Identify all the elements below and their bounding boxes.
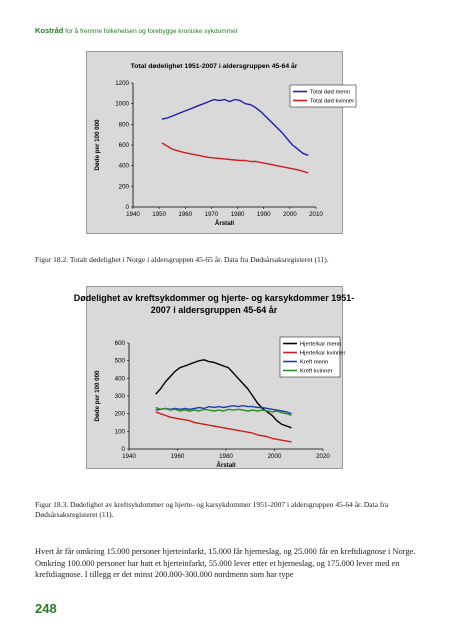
y-tick-label: 200: [118, 183, 129, 191]
figure-18-2-chart: [86, 51, 355, 234]
x-tick-label: 1960: [170, 453, 185, 460]
chart-legend: [290, 85, 356, 107]
y-tick-label: 800: [118, 121, 129, 129]
chart-title-line: 2007 i aldersgruppen 45-64 år: [150, 305, 278, 315]
x-tick-label: 2010: [309, 211, 323, 218]
y-tick-label: 600: [114, 340, 125, 347]
chart-legend: [280, 337, 345, 377]
x-tick-label: 1940: [126, 211, 140, 218]
legend-label-kreft-menn: Kreft menn: [300, 359, 329, 366]
x-tick-label: 2000: [282, 211, 297, 218]
running-header: [35, 26, 238, 35]
y-tick-label: 600: [118, 142, 129, 149]
series-line-total-d-d-kvinner: [162, 143, 308, 173]
x-tick-label: 1960: [178, 211, 193, 218]
header-subtitle: for å fremme folkehelsen og forebygge kroniske sykdommer: [65, 28, 238, 35]
x-tick-label: 2020: [316, 453, 330, 460]
figure-18-2-caption: Figur 18.2. Totalt dødelighet i Norge i aldersgruppen 45-65 år. Data fra Dødsårsaksregisteret (11).: [35, 255, 329, 264]
total-mortality-chart-svg: [87, 52, 355, 233]
y-tick-label: 400: [114, 375, 125, 383]
x-tick-label: 2000: [267, 453, 282, 460]
y-tick-label: 1200: [115, 80, 129, 87]
series-line-total-d-d-menn: [162, 100, 308, 156]
x-axis-label: Årstall: [216, 462, 236, 469]
disease-mortality-chart-svg: [73, 287, 355, 469]
y-tick-label: 500: [114, 357, 125, 365]
y-tick-label: 400: [118, 162, 129, 170]
x-tick-label: 1950: [152, 211, 167, 218]
chart-title-line: Total dødelighet 1951-2007 i aldersgruppen 45-64 år: [130, 63, 298, 70]
y-tick-label: 1000: [115, 100, 129, 108]
figure-18-3-chart: [73, 286, 355, 469]
y-axis-label: Døde per 100 000: [94, 370, 101, 422]
x-tick-label: 1980: [219, 453, 233, 460]
legend-label-total-d-d-kvinner: Total død kvinner: [310, 98, 355, 105]
x-tick-label: 1980: [230, 211, 245, 218]
x-tick-label: 1970: [204, 211, 219, 218]
legend-label-hjerte-kar-menn: Hjerte/kar menn: [300, 341, 342, 348]
legend-label-hjerte-kar-kvinner: Hjerte/kar kvinner: [300, 350, 346, 357]
chart-title-line: Dødelighet av kreftsykdommer og hjerte- og karsykdommer 1951-: [73, 293, 355, 303]
body-paragraph: Hvert år får omkring 15.000 personer hjerteinfarkt, 15.000 får hjerneslag, og 25.000 får en kreftdiagnose i Norge. Omkring 100.000 personer har hatt et hjerteinfarkt, 55.000 lever etter et hjerneslag, og 175.000 lever med en kreftdiagnose. I tillegg er det minst 200.000-300.000 nordmenn som har type: [35, 547, 416, 579]
y-tick-label: 0: [125, 204, 129, 211]
page-number: 248: [35, 601, 57, 616]
y-tick-label: 300: [114, 393, 125, 400]
legend-label-kreft-kvinner: Kreft kvinner: [300, 368, 333, 375]
y-tick-label: 100: [114, 428, 125, 436]
y-tick-label: 200: [114, 410, 125, 418]
x-tick-label: 1990: [256, 211, 271, 218]
y-tick-label: 0: [121, 446, 125, 453]
x-tick-label: 1940: [122, 453, 136, 460]
x-axis-label: Årstall: [214, 220, 235, 227]
legend-label-total-d-d-menn: Total død menn: [310, 89, 350, 96]
series-line-hjerte-kar-kvinner: [156, 412, 292, 442]
y-axis-label: Døde per 100 000: [94, 119, 101, 171]
header-brand: Kostråd: [35, 26, 64, 35]
figure-18-3-caption: Figur 18.3. Dødelighet av kreftsykdommer og hjerte- og karsykdommer 1951-2007 i aldersgruppen 45-64 år. Data fra Dødsårsaksregisteret (11).: [35, 500, 389, 519]
